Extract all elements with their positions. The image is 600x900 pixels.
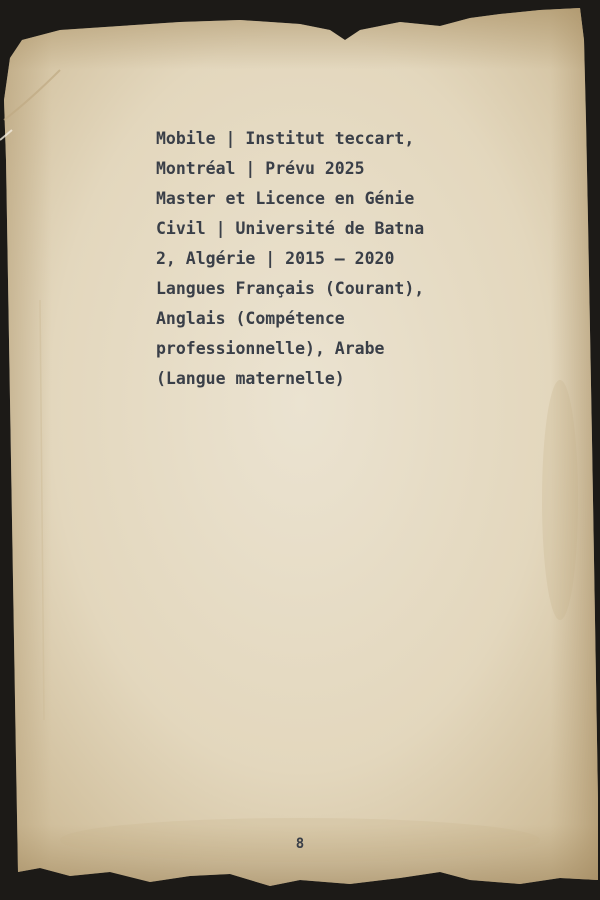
text-line: Anglais (Compétence: [156, 309, 345, 328]
text-line: Langues Français (Courant),: [156, 279, 425, 298]
page-number: 8: [295, 836, 305, 852]
text-line: Mobile | Institut teccart,: [156, 129, 415, 148]
text-line: Civil | Université de Batna: [156, 219, 425, 238]
text-line: Master et Licence en Génie: [156, 189, 415, 208]
text-line: professionnelle), Arabe: [156, 339, 385, 358]
body-text: [156, 124, 506, 394]
text-line: Montréal | Prévu 2025: [156, 159, 365, 178]
text-line: 2, Algérie | 2015 – 2020: [156, 249, 395, 268]
text-line: (Langue maternelle): [156, 369, 345, 388]
